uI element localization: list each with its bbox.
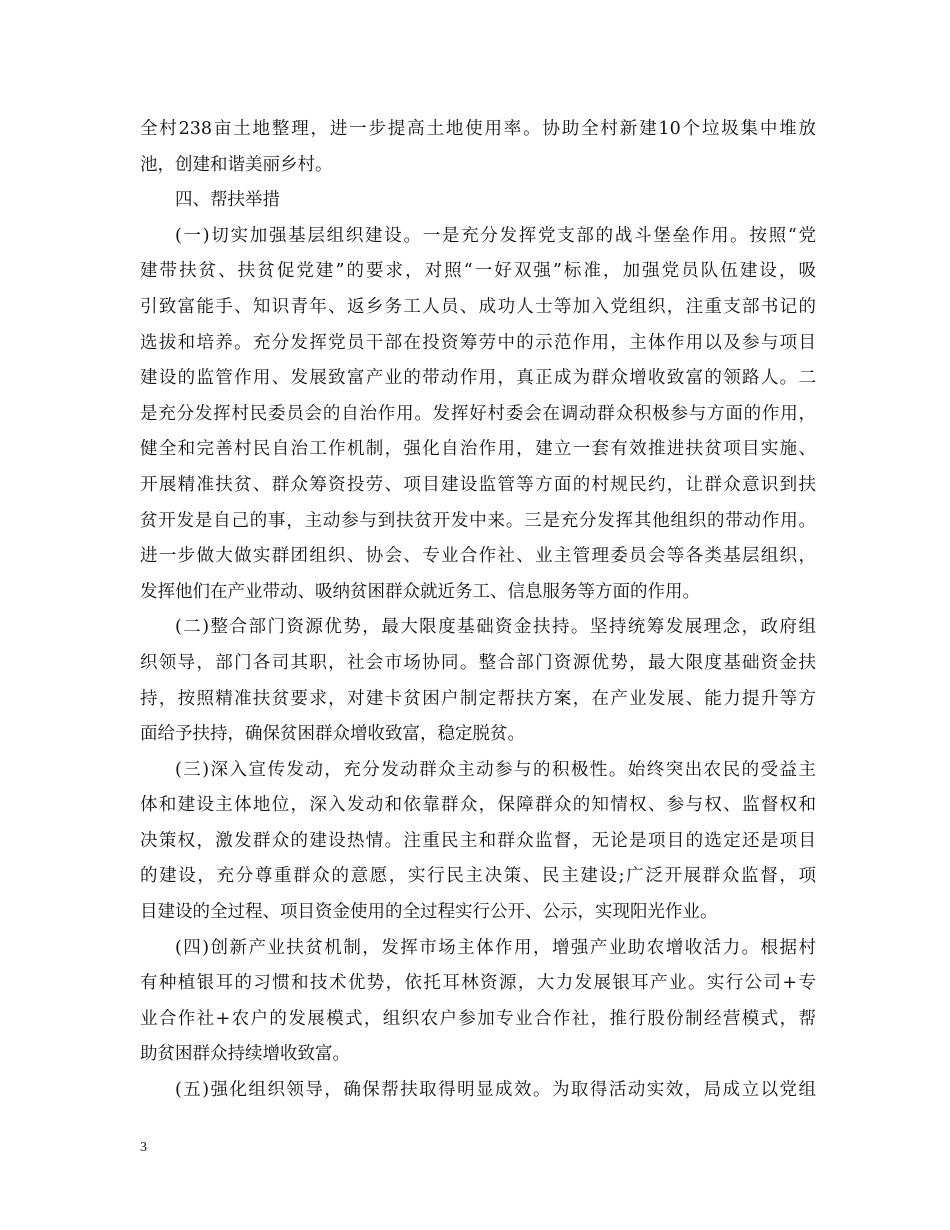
text-line: 面给予扶持，确保贫困群众增收致富，稳定脱贫。: [140, 724, 525, 745]
text-line: 助贫困群众持续增收致富。: [140, 1044, 350, 1065]
text-line: 决策权，激发群众的建设热情。注重民主和群众监督，无论是项目的选定还是项目: [140, 830, 816, 851]
text-line: 建设的监管作用、发展致富产业的带动作用，真正成为群众增收致富的领路人。二: [140, 368, 816, 389]
text-line: 四、帮扶举措: [175, 190, 280, 211]
text-line: 是充分发挥村民委员会的自治作用。发挥好村委会在调动群众积极参与方面的作用，: [140, 403, 816, 424]
text-line: 体和建设主体地位，深入发动和依靠群众，保障群众的知情权、参与权、监督权和: [140, 795, 816, 816]
page-number: 3: [140, 1140, 147, 1155]
text-line: 目建设的全过程、项目资金使用的全过程实行公开、公示，实现阳光作业。: [140, 902, 718, 923]
text-line: (三)深入宣传发动，充分发动群众主动参与的积极性。始终突出农民的受益主: [175, 759, 816, 780]
text-line: 健全和完善村民自治工作机制，强化自治作用，建立一套有效推进扶贫项目实施、: [140, 439, 816, 460]
text-line: 贫开发是自己的事，主动参与到扶贫开发中来。三是充分发挥其他组织的带动作用。: [140, 510, 816, 531]
text-line: (四)创新产业扶贫机制，发挥市场主体作用，增强产业助农增收活力。根据村: [175, 937, 816, 958]
text-line: 开展精准扶贫、群众筹资投劳、项目建设监管等方面的村规民约，让群众意识到扶: [140, 474, 816, 495]
text-line: 有种植银耳的习惯和技术优势，依托耳林资源，大力发展银耳产业。实行公司+专: [140, 973, 816, 994]
text-line: 进一步做大做实群团组织、协会、专业合作社、业主管理委员会等各类基层组织，: [140, 546, 816, 567]
text-line: 引致富能手、知识青年、返乡务工人员、成功人士等加入党组织，注重支部书记的: [140, 296, 816, 317]
text-line: 织领导，部门各司其职，社会市场协同。整合部门资源优势，最大限度基础资金扶: [140, 652, 816, 673]
text-line: (二)整合部门资源优势，最大限度基础资金扶持。坚持统筹发展理念，政府组: [175, 617, 816, 638]
text-line: 发挥他们在产业带动、吸纳贫困群众就近务工、信息服务等方面的作用。: [140, 581, 700, 602]
text-line: 业合作社+农户的发展模式，组织农户参加专业合作社，推行股份制经营模式，帮: [140, 1008, 816, 1029]
text-line: (五)强化组织领导，确保帮扶取得明显成效。为取得活动实效，局成立以党组: [175, 1080, 816, 1101]
text-line: 的建设，充分尊重群众的意愿，实行民主决策、民主建设;广泛开展群众监督，项: [140, 866, 816, 887]
text-line: (一)切实加强基层组织建设。一是充分发挥党支部的战斗堡垒作用。按照“党: [175, 225, 816, 246]
text-line: 选拔和培养。充分发挥党员干部在投资筹劳中的示范作用，主体作用以及参与项目: [140, 332, 816, 353]
text-line: 持，按照精准扶贫要求，对建卡贫困户制定帮扶方案，在产业发展、能力提升等方: [140, 688, 816, 709]
text-line: 建带扶贫、扶贫促党建”的要求，对照“一好双强”标准，加强党员队伍建设，吸: [140, 261, 816, 282]
text-line: 全村238亩土地整理，进一步提高土地使用率。协助全村新建10个垃圾集中堆放: [140, 119, 816, 139]
document-body: [140, 112, 816, 1109]
text-line: 池，创建和谐美丽乡村。: [140, 154, 333, 175]
